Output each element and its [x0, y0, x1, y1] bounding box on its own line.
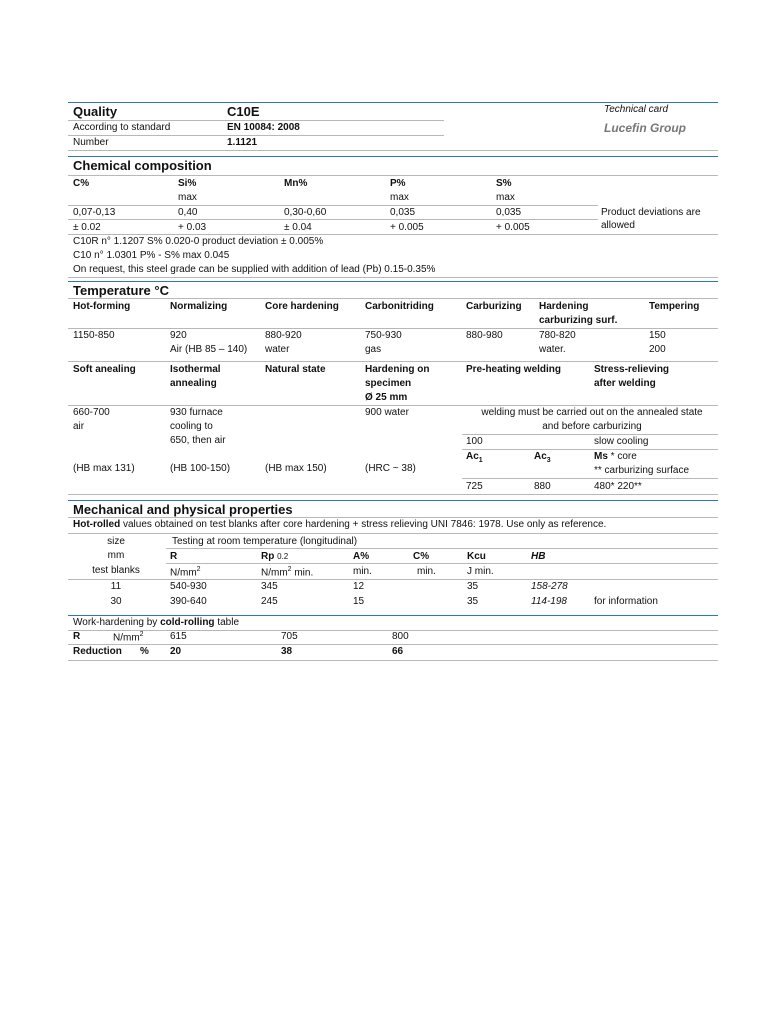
temp-head-stress-relieving: Stress-relieving [594, 364, 670, 375]
rule [462, 478, 718, 479]
chem-value-si: 0,40 [178, 207, 198, 218]
rule [68, 517, 718, 518]
chem-col-mn: Mn% [284, 178, 308, 189]
work-reduction-value: 66 [392, 646, 404, 657]
work-title: Work-hardening by cold-rolling table [73, 617, 240, 628]
row-a: 12 [353, 581, 365, 592]
rule [68, 120, 444, 121]
natural-state-hb: (HB max 150) [265, 463, 327, 474]
row-hb: 114-198 [531, 596, 567, 607]
temp-head-tempering: Tempering [649, 301, 700, 312]
section-rule [68, 156, 718, 157]
rule [166, 563, 718, 564]
temp-head-core-hardening: Core hardening [265, 301, 339, 312]
isothermal-line: 930 furnace [170, 407, 223, 418]
temp-carbonitriding-medium: gas [365, 344, 382, 355]
unit-r: $N/mm^2$ [170, 566, 201, 579]
size-unit: mm [107, 550, 125, 561]
row-rp: 345 [261, 581, 278, 592]
temp-head-carburizing: Carburizing [466, 301, 522, 312]
temp-tempering-value: 150 [649, 330, 666, 341]
chem-deviation-note-1: Product deviations are [601, 207, 701, 218]
chem-max-p: max [390, 192, 409, 203]
ms-label: Ms * core [594, 451, 637, 462]
row-kcu: 35 [467, 596, 479, 607]
row-rp: 245 [261, 596, 278, 607]
ac1-value: 725 [466, 481, 483, 492]
chem-col-p: P% [390, 178, 406, 189]
temp-carbonitriding-value: 750-930 [365, 330, 402, 341]
chem-deviation-note-2: allowed [601, 220, 635, 231]
work-r-value: 615 [170, 631, 187, 642]
quality-value: C10E [227, 104, 260, 119]
work-r-unit: $N/mm^2$ [113, 631, 144, 644]
slow-cooling: slow cooling [594, 436, 649, 447]
chem-value-c: 0,07-0,13 [73, 207, 116, 218]
rule [68, 328, 718, 329]
chem-dev-si: + 0.03 [178, 222, 207, 233]
row-r: 390-640 [170, 596, 207, 607]
ms-value: 480* 220** [594, 481, 642, 492]
temp-head-stress-relieving-2: after welding [594, 378, 656, 389]
ac3-label: $Ac_3$ [534, 451, 551, 464]
standard-value: EN 10084: 2008 [227, 122, 300, 133]
ac1-label: $Ac_1$ [466, 451, 483, 464]
work-reduction-value: 38 [281, 646, 293, 657]
rule [68, 405, 718, 406]
standard-label: According to standard [73, 122, 171, 133]
temp-hardening-medium: water. [539, 344, 566, 355]
work-reduction-unit: % [140, 646, 149, 657]
row-size: 30 [110, 596, 122, 607]
rule [462, 449, 718, 450]
temp-normalizing-medium: Air (HB 85 – 140) [170, 344, 248, 355]
temp-hot-forming-value: 1150-850 [73, 330, 115, 341]
ms-carburizing-note: ** carburizing surface [594, 465, 690, 476]
work-reduction-label: Reduction [73, 646, 122, 657]
work-r-label: R [73, 631, 81, 642]
chem-dev-p: + 0.005 [390, 222, 424, 233]
temp-head-hardening: Hardening [539, 301, 589, 312]
specimen-hrc: (HRC ~ 38) [365, 463, 416, 474]
row-size: 11 [110, 581, 122, 592]
rule [68, 361, 718, 362]
temp-head-hardening-specimen-2: specimen [365, 378, 412, 389]
unit-rp: $N/mm^2$ min. [261, 566, 314, 579]
work-reduction-value: 20 [170, 646, 182, 657]
chem-value-p: 0,035 [390, 207, 416, 218]
row-a: 15 [353, 596, 365, 607]
temp-head-isothermal-2: annealing [170, 378, 217, 389]
work-r-value: 800 [392, 631, 409, 642]
rule [68, 644, 718, 645]
specimen-value: 900 water [365, 407, 409, 418]
top-rule [68, 102, 718, 103]
temp-core-hardening-value: 880-920 [265, 330, 302, 341]
rule [68, 219, 598, 220]
rule [68, 205, 598, 206]
chem-col-s: S% [496, 178, 512, 189]
soft-annealing-medium: air [73, 421, 85, 432]
size-label: size [107, 536, 125, 547]
size-test-blanks: test blanks [92, 565, 140, 576]
mech-title: Mechanical and physical properties [73, 502, 293, 517]
chem-dev-mn: ± 0.04 [284, 222, 312, 233]
mech-col-c: C% [413, 551, 430, 562]
mech-col-kcu: Kcu [467, 551, 486, 562]
temp-head-carburizing-surf: carburizing surf. [539, 315, 618, 326]
unit-a: min. [353, 566, 372, 577]
welding-note-2: and before carburizing [542, 421, 642, 432]
temp-head-hardening-specimen: Hardening on [365, 364, 430, 375]
section-rule [68, 615, 718, 616]
temp-head-normalizing: Normalizing [170, 301, 228, 312]
temp-head-hardening-specimen-3: Ø 25 mm [365, 392, 408, 403]
ac3-value: 880 [534, 481, 551, 492]
preheat-value: 100 [466, 436, 483, 447]
mech-intro: Hot-rolled values obtained on test blanks after core hardening + stress relieving UNI 7846: 1978. Use only as reference. [73, 519, 607, 530]
temp-head-preheating-welding: Pre-heating welding [466, 364, 562, 375]
row-note: for information [594, 596, 658, 607]
rule [462, 434, 718, 435]
company-name: Lucefin Group [604, 121, 686, 135]
rule [68, 298, 718, 299]
chem-max-si: max [178, 192, 197, 203]
rule [68, 150, 718, 151]
temp-carburizing-value: 880-980 [466, 330, 503, 341]
chem-note: C10R n° 1.1207 S% 0.020-0 product deviation ± 0.005% [73, 236, 324, 247]
rule [68, 533, 718, 534]
rule [68, 494, 718, 495]
temp-hardening-value: 780-820 [539, 330, 576, 341]
rule [166, 548, 718, 549]
row-r: 540-930 [170, 581, 207, 592]
temp-title: Temperature °C [73, 283, 169, 298]
number-label: Number [73, 137, 109, 148]
rule [68, 579, 718, 580]
mech-col-a: A% [353, 551, 370, 562]
unit-c: min. [417, 566, 436, 577]
temp-head-soft-annealing: Soft anealing [73, 364, 136, 375]
chem-note: C10 n° 1.0301 P% - S% max 0.045 [73, 250, 230, 261]
temp-head-hot-forming: Hot-forming [73, 301, 131, 312]
temp-tempering-value-2: 200 [649, 344, 666, 355]
chem-max-s: max [496, 192, 515, 203]
chem-value-mn: 0,30-0,60 [284, 207, 327, 218]
isothermal-line: cooling to [170, 421, 213, 432]
chem-note: On request, this steel grade can be supplied with addition of lead (Pb) 0.15-0.35% [73, 264, 436, 275]
rule [68, 277, 718, 278]
isothermal-line: 650, then air [170, 435, 226, 446]
chem-dev-s: + 0.005 [496, 222, 530, 233]
chem-dev-c: ± 0.02 [73, 222, 101, 233]
temp-head-isothermal: Isothermal [170, 364, 221, 375]
temp-normalizing-value: 920 [170, 330, 187, 341]
isothermal-hb: (HB 100-150) [170, 463, 231, 474]
work-r-value: 705 [281, 631, 298, 642]
section-rule [68, 281, 718, 282]
soft-annealing-hb: (HB max 131) [73, 463, 135, 474]
row-kcu: 35 [467, 581, 479, 592]
rule [68, 234, 718, 235]
chem-col-c: C% [73, 178, 90, 189]
quality-label: Quality [73, 104, 118, 119]
temp-core-hardening-medium: water [265, 344, 290, 355]
soft-annealing-value: 660-700 [73, 407, 110, 418]
number-value: 1.1121 [227, 137, 258, 148]
mech-col-hb: HB [531, 551, 546, 562]
technical-card-label: Technical card [604, 104, 669, 115]
section-rule [68, 500, 718, 501]
rule [68, 135, 444, 136]
welding-note: welding must be carried out on the annealed state [481, 407, 703, 418]
testing-label: Testing at room temperature (longitudinal) [172, 536, 358, 547]
temp-head-natural-state: Natural state [265, 364, 326, 375]
mech-col-r: R [170, 551, 178, 562]
temp-head-carbonitriding: Carbonitriding [365, 301, 434, 312]
mech-col-rp: Rp 0.2 [261, 551, 289, 562]
chem-value-s: 0,035 [496, 207, 522, 218]
rule [68, 175, 718, 176]
chem-col-si: Si% [178, 178, 197, 189]
row-hb: 158-278 [531, 581, 568, 592]
rule [68, 660, 718, 661]
unit-kcu: J min. [467, 566, 494, 577]
chem-title: Chemical composition [73, 158, 212, 173]
